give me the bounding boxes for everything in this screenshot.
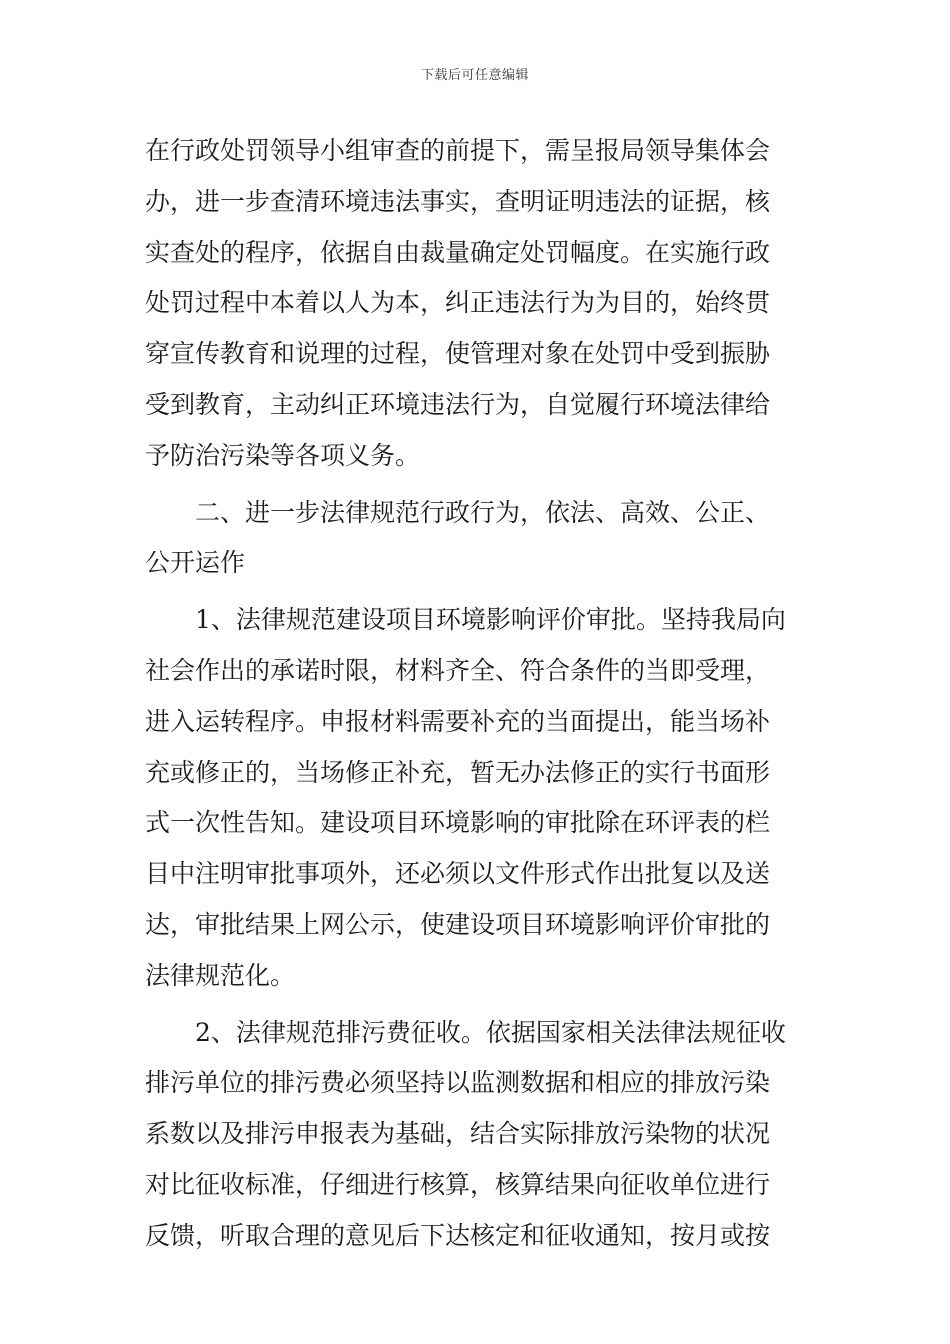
text-line: 对比征收标准，仔细进行核算，核算结果向征收单位进行 <box>145 1169 771 1199</box>
text-line: 系数以及排污申报表为基础，结合实际排放污染物的状况 <box>145 1119 771 1149</box>
text-line: 二、进一步法律规范行政行为，依法、高效、公正、 <box>195 497 771 527</box>
text-line: 排污单位的排污费必须坚持以监测数据和相应的排放污染 <box>145 1068 771 1098</box>
text-line: 反馈，听取合理的意见后下达核定和征收通知，按月或按 <box>145 1220 771 1250</box>
text-line: 式一次性告知。建设项目环境影响的审批除在环评表的栏 <box>145 808 771 838</box>
text-line: 进入运转程序。申报材料需要补充的当面提出，能当场补 <box>145 706 771 736</box>
text-line: 穿宣传教育和说理的过程，使管理对象在处罚中受到振胁 <box>145 339 771 369</box>
paragraph-2-heading <box>145 488 810 590</box>
text-line: 在行政处罚领导小组审查的前提下，需呈报局领导集体会 <box>145 136 771 165</box>
text-line: 目中注明审批事项外，还必须以文件形式作出批复以及送 <box>145 859 771 889</box>
page-header: 下载后可任意编辑 <box>420 68 529 83</box>
text-line: 法律规范化。 <box>145 960 296 990</box>
text-line: 处罚过程中本着以人为本，纠正违法行为为目的，始终贯 <box>145 288 771 318</box>
text-line: 充或修正的，当场修正补充，暂无办法修正的实行书面形 <box>145 757 771 787</box>
text-line: 予防治污染等各项义务。 <box>145 440 421 470</box>
text-line: 达，审批结果上网公示，使建设项目环境影响评价审批的 <box>145 909 771 939</box>
text-line: 公开运作 <box>145 548 246 578</box>
text-line: 实查处的程序，依据自由裁量确定处罚幅度。在实施行政 <box>145 237 771 267</box>
document-body <box>145 126 810 1262</box>
paragraph-4 <box>145 1008 810 1262</box>
text-line: 2、法律规范排污费征收。依据国家相关法律法规征收 <box>195 1017 786 1047</box>
paragraph-3 <box>145 595 810 1001</box>
text-line: 受到教育，主动纠正环境违法行为，自觉履行环境法律给 <box>145 389 771 419</box>
text-line: 办，进一步查清环境违法事实，查明证明违法的证据，核 <box>145 186 771 216</box>
text-line: 社会作出的承诺时限，材料齐全、符合条件的当即受理， <box>145 655 771 685</box>
paragraph-1 <box>145 126 810 482</box>
text-line: 1、法律规范建设项目环境影响评价审批。坚持我局向 <box>195 605 786 635</box>
